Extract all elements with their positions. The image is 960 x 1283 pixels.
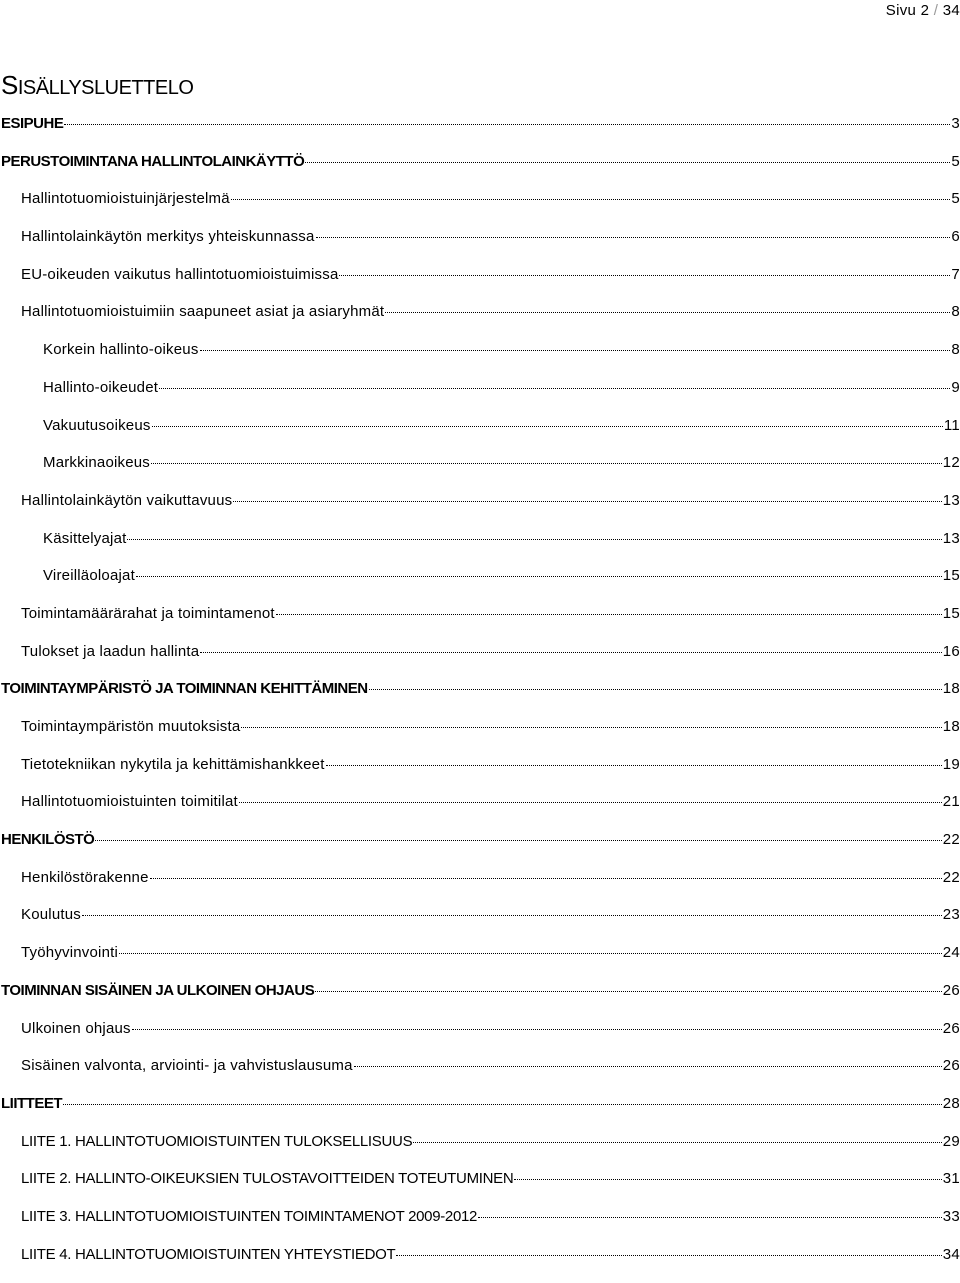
toc-entry-page-number: 24 — [942, 944, 960, 962]
toc-entry-page-number: 21 — [942, 793, 960, 811]
dot-leader — [136, 576, 942, 577]
toc-entry-page-number: 9 — [951, 378, 960, 396]
dot-leader — [159, 388, 950, 389]
toc-entry[interactable] — [0, 454, 960, 492]
toc-entry-page-number: 7 — [951, 265, 960, 283]
toc-entry[interactable] — [0, 379, 960, 417]
dot-leader — [233, 501, 941, 502]
dot-leader — [276, 614, 942, 615]
toc-entry[interactable] — [0, 417, 960, 455]
toc-entry-label: Tietotekniikan nykytila ja kehittämishankkeet — [21, 755, 325, 773]
toc-entry-page-number: 18 — [942, 680, 960, 698]
toc-entry[interactable] — [0, 530, 960, 568]
table-of-contents — [0, 115, 960, 1283]
toc-entry-page-number: 33 — [942, 1207, 960, 1225]
dot-leader — [385, 312, 950, 313]
toc-entry[interactable] — [0, 266, 960, 304]
toc-entry-label: Vireilläoloajat — [43, 567, 135, 585]
dot-leader — [82, 915, 942, 916]
toc-entry-label: LIITE 2. HALLINTO-OIKEUKSIEN TULOSTAVOITTEIDEN TOTEUTUMINEN — [21, 1170, 514, 1188]
toc-entry-label: Hallintotuomioistuimiin saapuneet asiat ja asiaryhmät — [21, 303, 385, 321]
toc-entry-page-number: 34 — [942, 1245, 960, 1263]
toc-entry[interactable] — [0, 1170, 960, 1208]
toc-entry-page-number: 23 — [942, 906, 960, 924]
toc-entry[interactable] — [0, 303, 960, 341]
toc-title-initial: S — [1, 70, 18, 100]
toc-entry-label: Sisäinen valvonta, arviointi- ja vahvistuslausuma — [21, 1057, 353, 1075]
toc-entry-label: LIITTEET — [1, 1094, 62, 1112]
dot-leader — [63, 1104, 942, 1105]
toc-entry-label: Toimintaympäristön muutoksista — [21, 718, 241, 735]
toc-entry[interactable] — [0, 643, 960, 681]
toc-entry[interactable] — [0, 982, 960, 1020]
dot-leader — [150, 878, 942, 879]
dot-leader — [64, 124, 950, 125]
toc-entry[interactable] — [0, 567, 960, 605]
toc-entry[interactable] — [0, 341, 960, 379]
toc-entry-page-number: 5 — [951, 190, 960, 208]
toc-entry[interactable] — [0, 1057, 960, 1095]
toc-entry-page-number: 18 — [942, 718, 960, 735]
toc-entry-label: EU-oikeuden vaikutus hallintotuomioistuimissa — [21, 265, 339, 283]
toc-entry[interactable] — [0, 756, 960, 794]
toc-entry-page-number: 15 — [942, 604, 960, 622]
toc-entry-label: Markkinaoikeus — [43, 454, 151, 472]
toc-entry-label: Hallinto-oikeudet — [43, 378, 159, 396]
toc-entry-page-number: 26 — [942, 1057, 960, 1075]
toc-entry[interactable] — [0, 605, 960, 643]
toc-entry-label: Hallintolainkäytön merkitys yhteiskunnassa — [21, 228, 315, 246]
toc-entry[interactable] — [0, 793, 960, 831]
toc-entry[interactable] — [0, 190, 960, 228]
toc-entry[interactable] — [0, 1208, 960, 1246]
toc-entry-page-number: 13 — [942, 491, 960, 509]
page-separator: / — [933, 2, 939, 19]
toc-entry-label: ESIPUHE — [1, 115, 64, 132]
dot-leader — [152, 426, 943, 427]
toc-entry-label: HENKILÖSTÖ — [1, 831, 95, 849]
dot-leader — [315, 991, 942, 992]
toc-entry[interactable] — [0, 1095, 960, 1133]
toc-entry-label: Työhyvinvointi — [21, 944, 119, 962]
toc-entry[interactable] — [0, 228, 960, 266]
toc-entry-label: LIITE 1. HALLINTOTUOMIOISTUINTEN TULOKSELLISUUS — [21, 1132, 413, 1150]
toc-entry-label: Tulokset ja laadun hallinta — [21, 642, 200, 660]
toc-entry-label: Hallintotuomioistuinten toimitilat — [21, 793, 238, 811]
toc-entry-page-number: 12 — [942, 454, 960, 472]
toc-entry[interactable] — [0, 492, 960, 530]
dot-leader — [231, 199, 951, 200]
toc-entry-label: Toimintamäärärahat ja toimintamenot — [21, 604, 275, 622]
toc-entry[interactable] — [0, 1246, 960, 1283]
toc-entry[interactable] — [0, 906, 960, 944]
toc-entry-page-number: 6 — [951, 228, 960, 246]
toc-entry[interactable] — [0, 718, 960, 756]
toc-entry-label: LIITE 3. HALLINTOTUOMIOISTUINTEN TOIMINTAMENOT 2009-2012 — [21, 1207, 478, 1225]
toc-entry-page-number: 8 — [951, 303, 960, 321]
toc-entry-page-number: 15 — [942, 567, 960, 585]
toc-entry[interactable] — [0, 944, 960, 982]
dot-leader — [316, 237, 951, 238]
dot-leader — [326, 765, 942, 766]
dot-leader — [478, 1217, 942, 1218]
toc-entry-page-number: 8 — [951, 341, 960, 359]
page-number — [886, 2, 960, 19]
toc-entry-page-number: 11 — [943, 416, 960, 434]
page-label: Sivu 2 — [885, 2, 930, 19]
dot-leader — [354, 1066, 942, 1067]
toc-entry-page-number: 13 — [942, 529, 960, 547]
toc-entry[interactable] — [0, 153, 960, 191]
toc-entry-label: PERUSTOIMINTANA HALLINTOLAINKÄYTTÖ — [1, 152, 305, 170]
toc-entry-label: Koulutus — [21, 906, 81, 924]
dot-leader — [396, 1255, 941, 1256]
dot-leader — [200, 652, 941, 653]
dot-leader — [151, 463, 942, 464]
toc-entry-label: Henkilöstörakenne — [21, 868, 149, 886]
toc-entry-label: Käsittelyajat — [43, 529, 127, 547]
dot-leader — [305, 162, 950, 163]
toc-entry-page-number: 22 — [942, 831, 960, 849]
toc-entry[interactable] — [0, 115, 960, 153]
toc-title — [1, 70, 193, 101]
toc-entry-page-number: 16 — [942, 642, 960, 660]
toc-entry-page-number: 29 — [942, 1132, 960, 1150]
toc-entry-label: TOIMINNAN SISÄINEN JA ULKOINEN OHJAUS — [1, 981, 315, 999]
dot-leader — [119, 953, 942, 954]
toc-entry-page-number: 5 — [951, 152, 960, 170]
toc-entry[interactable] — [0, 1133, 960, 1171]
toc-entry-page-number: 19 — [942, 755, 960, 773]
toc-entry[interactable] — [0, 831, 960, 869]
dot-leader — [127, 539, 941, 540]
dot-leader — [200, 350, 951, 351]
toc-entry-page-number: 22 — [942, 868, 960, 886]
total-pages: 34 — [942, 2, 960, 19]
dot-leader — [514, 1179, 941, 1180]
toc-entry-label: Vakuutusoikeus — [43, 416, 151, 434]
toc-entry-label: LIITE 4. HALLINTOTUOMIOISTUINTEN YHTEYSTIEDOT — [21, 1245, 396, 1263]
dot-leader — [95, 840, 941, 841]
toc-entry-page-number: 31 — [942, 1170, 960, 1188]
toc-entry-page-number: 26 — [942, 1019, 960, 1037]
toc-entry[interactable] — [0, 680, 960, 718]
toc-entry-page-number: 26 — [942, 981, 960, 999]
dot-leader — [413, 1142, 941, 1143]
dot-leader — [241, 727, 941, 728]
toc-entry-label: Ulkoinen ohjaus — [21, 1019, 131, 1037]
dot-leader — [339, 275, 950, 276]
toc-entry-label: TOIMINTAYMPÄRISTÖ JA TOIMINNAN KEHITTÄMINEN — [1, 680, 368, 698]
toc-title-rest: ISÄLLYSLUETTELO — [17, 77, 194, 99]
toc-entry-page-number: 3 — [951, 115, 960, 132]
toc-entry-page-number: 28 — [942, 1094, 960, 1112]
toc-entry-label: Hallintotuomioistuinjärjestelmä — [21, 190, 230, 208]
toc-entry[interactable] — [0, 869, 960, 907]
toc-entry-label: Hallintolainkäytön vaikuttavuus — [21, 491, 233, 509]
dot-leader — [239, 802, 942, 803]
dot-leader — [369, 689, 942, 690]
toc-entry[interactable] — [0, 1020, 960, 1058]
dot-leader — [132, 1029, 942, 1030]
toc-entry-label: Korkein hallinto-oikeus — [43, 341, 199, 359]
